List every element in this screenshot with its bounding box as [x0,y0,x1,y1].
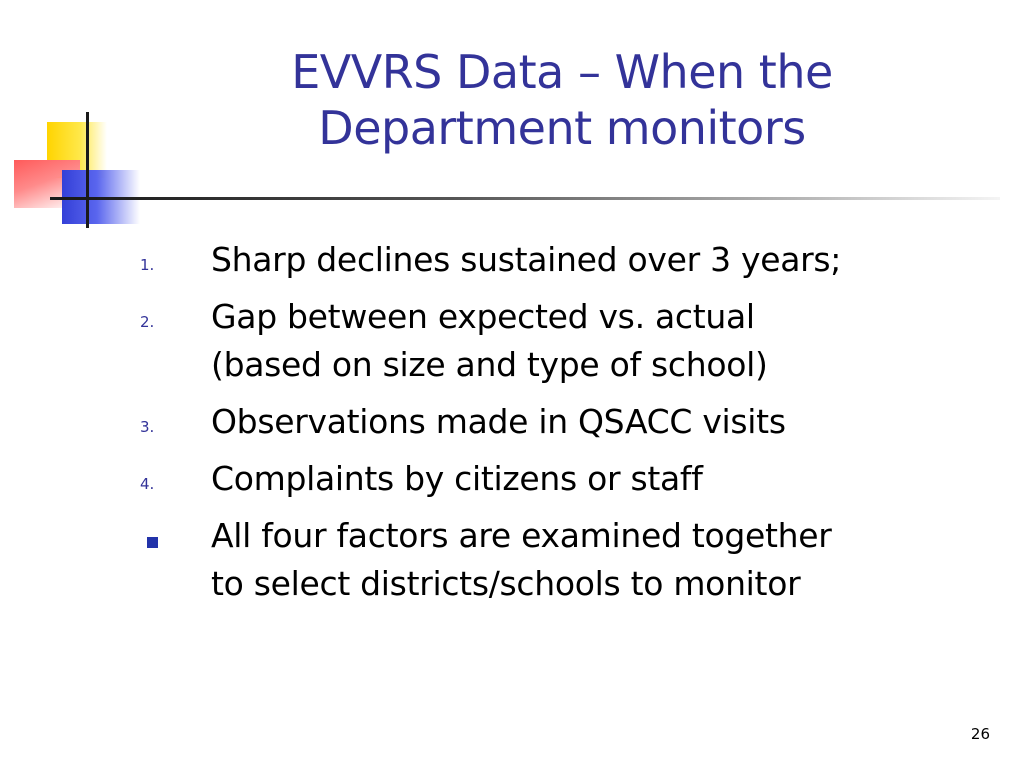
page-number: 26 [970,725,990,743]
slide-title [180,44,944,156]
list-item [140,293,1020,389]
logo-vertical-line [86,112,89,228]
list-item-line: Observations made in QSACC visits [211,402,786,441]
list-number: 3. [140,418,155,436]
list-item-line: Gap between expected vs. actual [211,297,755,336]
list-item-text [211,512,1020,608]
decorative-logo [0,0,140,240]
list-number: 4. [140,475,155,493]
slide-title-line: EVVRS Data – When the [291,45,833,99]
list-item-text [211,455,1020,503]
title-underline [88,197,1000,200]
list-item-line: Sharp declines sustained over 3 years; [211,240,842,279]
list-number: 1. [140,256,155,274]
list-item-line: All four factors are examined together [211,516,832,555]
list-number: 2. [140,313,155,331]
list-item-text [211,236,1020,284]
list-item-line: to select districts/schools to monitor [211,564,801,603]
list-item [140,398,1020,446]
list-item [140,512,1020,608]
square-bullet-icon [147,537,158,548]
bullet-list [140,236,1020,617]
list-item-line: Complaints by citizens or staff [211,459,703,498]
list-item-line: (based on size and type of school) [211,345,768,384]
list-item-text [211,293,1020,389]
list-item [140,455,1020,503]
list-item [140,236,1020,284]
list-item-text [211,398,1020,446]
slide-title-line: Department monitors [318,101,806,155]
